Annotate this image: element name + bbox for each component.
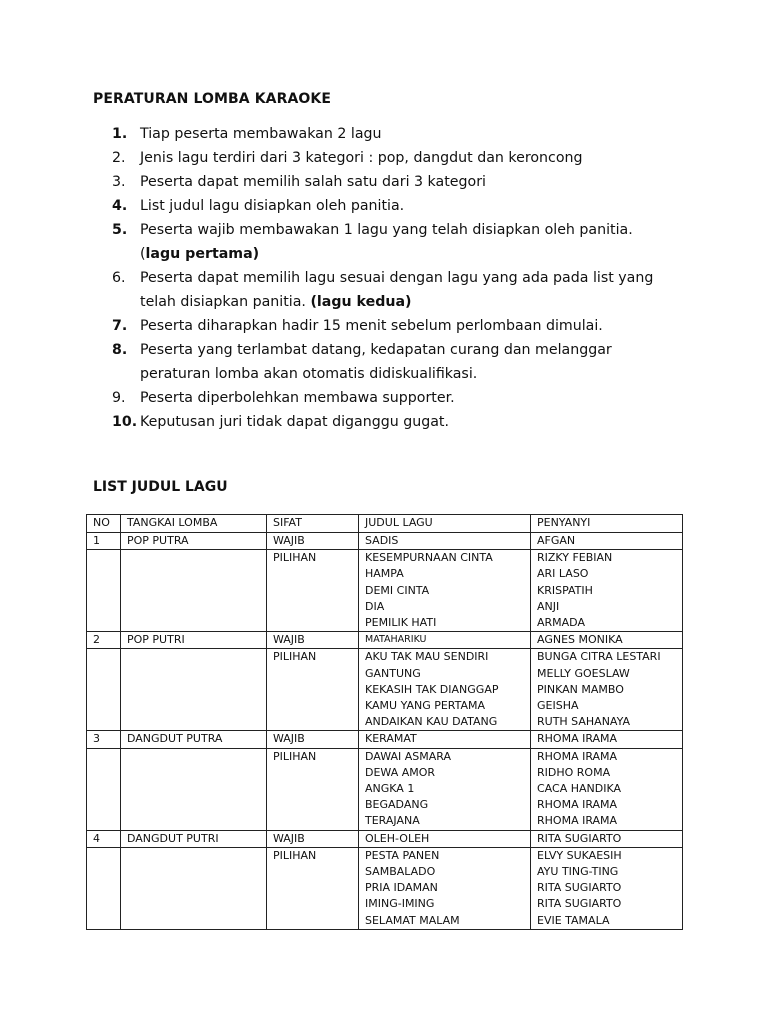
singer-name: ELVY SUKAESIH	[537, 848, 622, 862]
table-row	[87, 632, 683, 649]
page-title: PERATURAN LOMBA KARAOKE	[93, 91, 332, 107]
cell-sifat: PILIHAN	[267, 847, 359, 929]
rule-text: Peserta dapat memilih lagu sesuai dengan lagu yang ada pada list yang	[140, 270, 654, 286]
rule-text: List judul lagu disiapkan oleh panitia.	[140, 198, 405, 214]
song-title: KESEMPURNAAN CINTA	[365, 551, 493, 565]
cell-judul-lagu	[359, 731, 531, 748]
cell-judul-lagu	[359, 748, 531, 830]
singer-name: RUTH SAHANAYA	[537, 715, 630, 729]
song-title: PESTA PANEN	[365, 848, 440, 862]
table-row	[87, 550, 683, 632]
table-row	[87, 731, 683, 748]
song-title: ANGKA 1	[365, 782, 415, 796]
song-title: SADIS	[365, 534, 399, 547]
cell-penyanyi	[531, 731, 683, 748]
rule-number: 1.	[112, 126, 128, 142]
singer-name: ANJI	[537, 599, 560, 613]
rule-number: 9.	[112, 390, 126, 406]
table-row	[87, 748, 683, 830]
song-title: SAMBALADO	[365, 865, 436, 879]
cell-sifat: WAJIB	[267, 830, 359, 847]
table-header-row	[87, 515, 683, 533]
song-title: KERAMAT	[365, 732, 417, 746]
cell-penyanyi	[531, 748, 683, 830]
cell-no: 1	[87, 533, 121, 550]
song-title: DEWA AMOR	[365, 765, 436, 779]
cell-penyanyi	[531, 649, 683, 731]
rule-continuation-text: peraturan lomba akan otomatis didiskualifikasi.	[140, 366, 478, 382]
singer-name: RITA SUGIARTO	[537, 881, 622, 895]
cell-no	[87, 649, 121, 731]
header-judul-lagu: JUDUL LAGU	[359, 515, 531, 533]
song-title: GANTUNG	[365, 666, 421, 680]
rule-number: 4.	[112, 198, 128, 214]
song-title: ANDAIKAN KAU DATANG	[365, 715, 498, 729]
rule-item	[112, 194, 712, 218]
song-title: DIA	[365, 599, 385, 613]
singer-name: RITA SUGIARTO	[537, 897, 622, 911]
cell-judul-lagu	[359, 830, 531, 847]
cell-tangkai-lomba	[121, 649, 267, 731]
rule-text: Peserta wajib membawakan 1 lagu yang telah disiapkan oleh panitia.	[140, 222, 633, 238]
cell-no: 4	[87, 830, 121, 847]
singer-name: MELLY GOESLAW	[537, 666, 630, 680]
rule-item	[112, 266, 712, 314]
singer-name: ARMADA	[537, 616, 585, 630]
rule-number: 6.	[112, 270, 126, 286]
table-row	[87, 649, 683, 731]
cell-sifat: PILIHAN	[267, 550, 359, 632]
singer-name: AFGAN	[537, 534, 576, 547]
cell-tangkai-lomba: POP PUTRI	[121, 632, 267, 649]
song-title: OLEH-OLEH	[365, 831, 430, 845]
cell-sifat: PILIHAN	[267, 649, 359, 731]
cell-tangkai-lomba: DANGDUT PUTRI	[121, 830, 267, 847]
rule-item	[112, 170, 712, 194]
rule-continuation	[140, 362, 712, 386]
cell-sifat: WAJIB	[267, 632, 359, 649]
rule-text: Keputusan juri tidak dapat diganggu gugat.	[140, 414, 450, 430]
rule-continuation-text: telah disiapkan panitia.	[140, 294, 311, 310]
cell-judul-lagu	[359, 632, 531, 649]
rule-number: 10.	[112, 414, 138, 430]
singer-name: PINKAN MAMBO	[537, 682, 624, 696]
song-title: MATAHARIKU	[365, 634, 427, 646]
rule-text: Peserta yang terlambat datang, kedapatan curang dan melanggar	[140, 342, 612, 358]
rule-number: 8.	[112, 342, 128, 358]
rule-number: 5.	[112, 222, 128, 238]
rule-item	[112, 314, 712, 338]
cell-penyanyi	[531, 847, 683, 929]
song-table	[86, 514, 683, 930]
rule-item	[112, 218, 712, 266]
singer-name: RITA SUGIARTO	[537, 831, 622, 845]
header-no: NO	[87, 515, 121, 533]
rule-item	[112, 122, 712, 146]
cell-tangkai-lomba	[121, 550, 267, 632]
singer-name: EVIE TAMALA	[537, 913, 610, 927]
rule-continuation-text: (	[140, 246, 146, 262]
song-title: SELAMAT MALAM	[365, 913, 460, 927]
singer-name: RIZKY FEBIAN	[537, 551, 613, 565]
rule-bold-note: lagu pertama)	[145, 246, 260, 262]
rules-list	[112, 122, 712, 434]
table-row	[87, 830, 683, 847]
cell-judul-lagu	[359, 649, 531, 731]
cell-tangkai-lomba: POP PUTRA	[121, 533, 267, 550]
cell-no: 2	[87, 632, 121, 649]
singer-name: GEISHA	[537, 699, 579, 713]
rule-continuation	[140, 290, 712, 314]
song-list-title: LIST JUDUL LAGU	[93, 479, 228, 495]
cell-no	[87, 550, 121, 632]
song-title: PEMILIK HATI	[365, 616, 437, 630]
song-title: KAMU YANG PERTAMA	[365, 699, 486, 713]
song-title: HAMPA	[365, 567, 404, 581]
cell-no	[87, 748, 121, 830]
cell-sifat: WAJIB	[267, 731, 359, 748]
rule-continuation	[140, 242, 712, 266]
cell-tangkai-lomba	[121, 847, 267, 929]
header-tangkai-lomba: TANGKAI LOMBA	[121, 515, 267, 533]
singer-name: RHOMA IRAMA	[537, 814, 618, 828]
rule-text: Jenis lagu terdiri dari 3 kategori : pop, dangdut dan keroncong	[140, 150, 583, 166]
cell-penyanyi	[531, 533, 683, 550]
singer-name: CACA HANDIKA	[537, 782, 621, 796]
rule-text: Peserta dapat memilih salah satu dari 3 kategori	[140, 174, 486, 190]
rule-item	[112, 386, 712, 410]
rule-item	[112, 146, 712, 170]
singer-name: BUNGA CITRA LESTARI	[537, 650, 661, 664]
song-title: IMING-IMING	[365, 897, 435, 911]
rule-number: 7.	[112, 318, 128, 334]
rule-item	[112, 338, 712, 386]
cell-sifat: PILIHAN	[267, 748, 359, 830]
table-row	[87, 847, 683, 929]
rule-bold-note: (lagu kedua)	[310, 294, 412, 310]
singer-name: KRISPATIH	[537, 583, 593, 597]
singer-name: RHOMA IRAMA	[537, 749, 618, 763]
singer-name: RHOMA IRAMA	[537, 798, 618, 812]
song-title: AKU TAK MAU SENDIRI	[365, 650, 489, 664]
header-penyanyi: PENYANYI	[531, 515, 683, 533]
rule-number: 3.	[112, 174, 126, 190]
song-title: DAWAI ASMARA	[365, 749, 451, 763]
cell-tangkai-lomba: DANGDUT PUTRA	[121, 731, 267, 748]
cell-tangkai-lomba	[121, 748, 267, 830]
cell-no: 3	[87, 731, 121, 748]
rule-text: Peserta diperbolehkan membawa supporter.	[140, 390, 455, 406]
singer-name: RIDHO ROMA	[537, 765, 611, 779]
singer-name: AGNES MONIKA	[537, 633, 623, 647]
singer-name: AYU TING-TING	[537, 865, 619, 879]
table-row	[87, 533, 683, 550]
song-title: PRIA IDAMAN	[365, 881, 438, 895]
rule-text: Tiap peserta membawakan 2 lagu	[140, 126, 382, 142]
cell-penyanyi	[531, 632, 683, 649]
cell-sifat: WAJIB	[267, 533, 359, 550]
song-title: TERAJANA	[365, 814, 420, 828]
song-title: KEKASIH TAK DIANGGAP	[365, 682, 499, 696]
cell-penyanyi	[531, 830, 683, 847]
cell-judul-lagu	[359, 533, 531, 550]
header-sifat: SIFAT	[267, 515, 359, 533]
song-title: DEMI CINTA	[365, 583, 430, 597]
song-table-body	[87, 533, 683, 930]
singer-name: RHOMA IRAMA	[537, 732, 618, 746]
rule-item	[112, 410, 712, 434]
cell-no	[87, 847, 121, 929]
rule-text: Peserta diharapkan hadir 15 menit sebelum perlombaan dimulai.	[140, 318, 603, 334]
song-title: BEGADANG	[365, 798, 429, 812]
cell-judul-lagu	[359, 847, 531, 929]
cell-penyanyi	[531, 550, 683, 632]
cell-judul-lagu	[359, 550, 531, 632]
singer-name: ARI LASO	[537, 567, 589, 581]
rule-number: 2.	[112, 150, 126, 166]
